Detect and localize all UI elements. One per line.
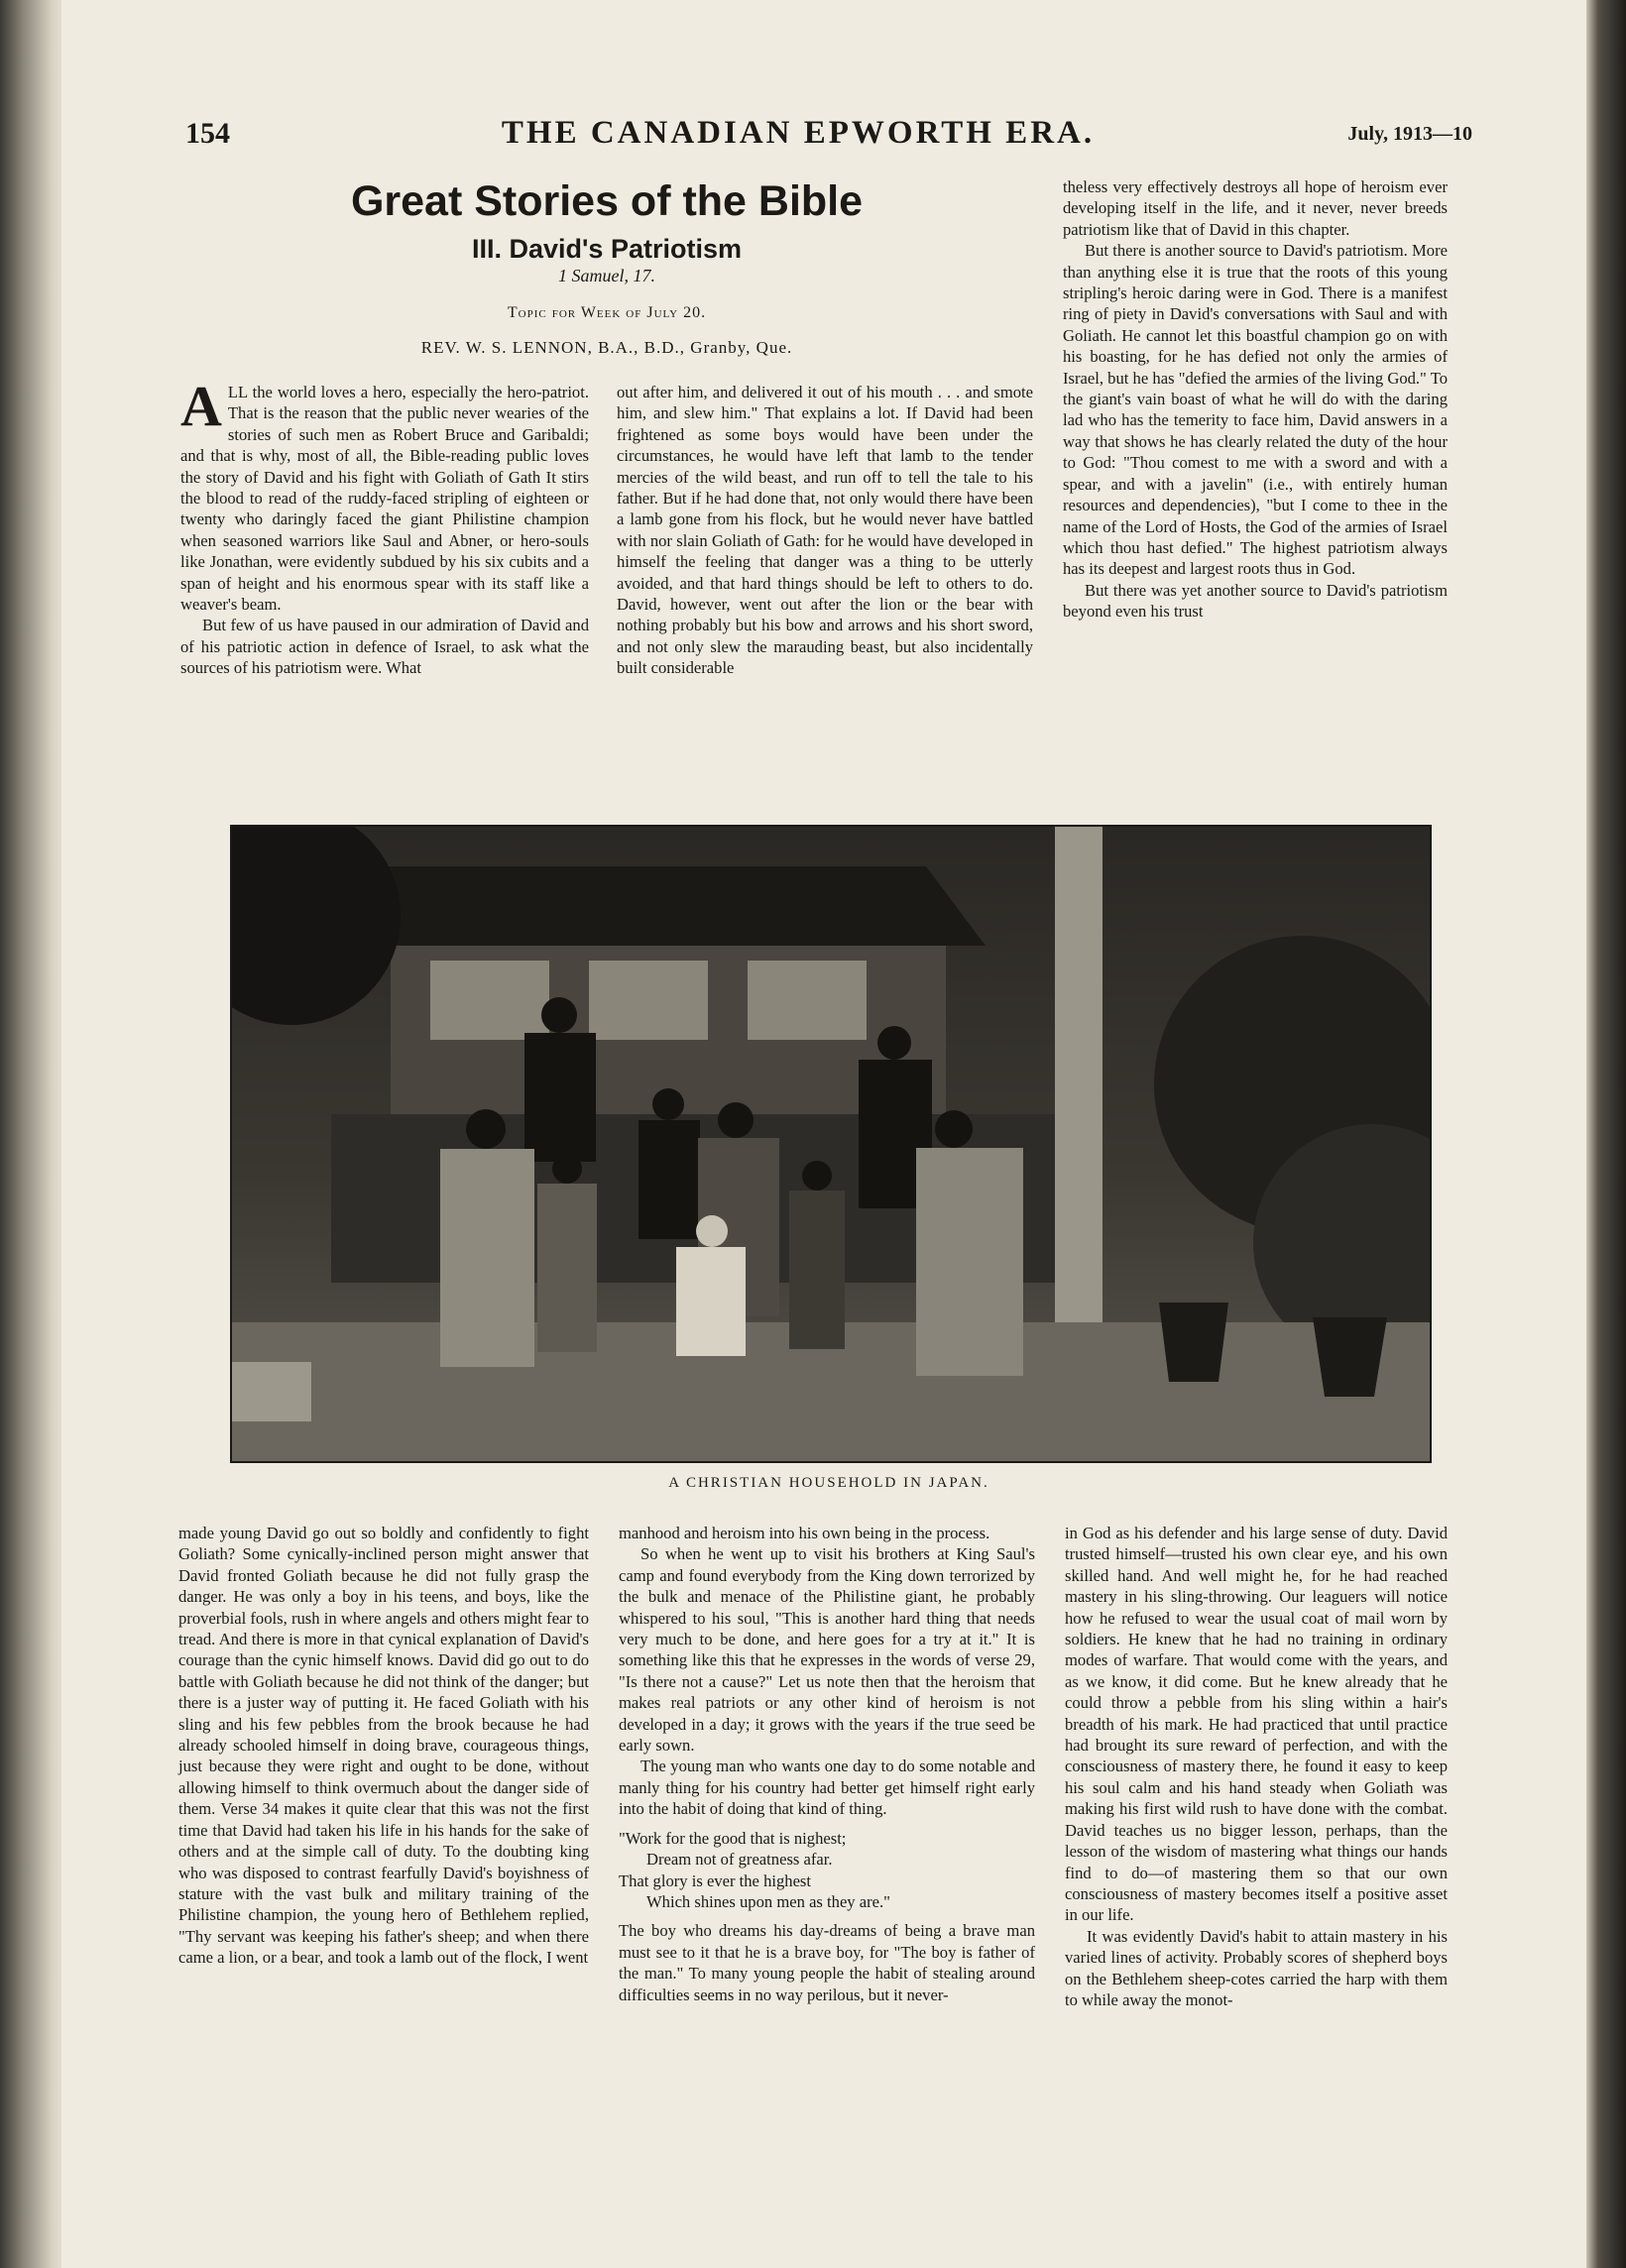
poem-line: That glory is ever the highest bbox=[619, 1871, 812, 1890]
next-page-edge bbox=[1586, 0, 1626, 2268]
paragraph: But there was yet another source to David's patriotism beyond even his trust bbox=[1063, 580, 1448, 622]
paragraph: made young David go out so boldly and confidently to fight Goliath? Some cynically-inclined person might answer that David fronted Goliath because he did not fully grasp the danger. He was only a boy in his teens, and boys, like the proverbial fools, rush in where angels and others might fear to tread. And there is more in that cynical explanation of David's courage than the cynic himself knows. David did go out to do battle with Goliath because he did not think of the danger; but there is a juster way of putting it. He faced Goliath with his sling and his few pebbles from the brook because he had already schooled himself in doing brave, courageous things, just because they were right and ought to be done, without allowing himself to think overmuch about the danger side of them. Verse 34 makes it quite clear that this was not the first time that David had taken his life in his hands for the sake of others and at the simple call of duty. To the doubting king who was disposed to contrast fearfully David's boyishness of stature with the vast bulk and military training of the Philistine champion, the young hero of Bethlehem replied, "Thy servant was keeping his father's sheep; and when there came a lion, or a bear, and took a lamb out of the flock, I went bbox=[178, 1524, 589, 1968]
poem-quote bbox=[619, 1828, 1035, 1913]
paragraph: theless very effectively destroys all hope of heroism ever developing itself in the life, and it never, never breeds patriotism like that of David in this chapter. bbox=[1063, 177, 1448, 239]
top-column-1 bbox=[180, 374, 589, 679]
photograph-illustration bbox=[232, 827, 1430, 1461]
issue-date: July, 1913—10 bbox=[1347, 123, 1472, 145]
paragraph: manhood and heroism into his own being in the process. bbox=[619, 1524, 990, 1542]
top-column-2 bbox=[617, 382, 1033, 679]
topic-line: Topic for Week of July 20. bbox=[507, 304, 707, 321]
family-photograph bbox=[230, 825, 1432, 1463]
book-spine-shadow bbox=[0, 0, 69, 2268]
bottom-column-1 bbox=[178, 1523, 589, 1969]
top-column-3 bbox=[1063, 176, 1448, 623]
paragraph: in God as his defender and his large sense of duty. David trusted himself—trusted his own clear eye, and his own skilled hand. And well might he, for he had reached mastery in his sling-throwing. Our leaguers will notice how he refused to wear the usual coat of mail worn by soldiers. He knew that he had no training in ordinary modes of warfare. That would come with the years, and as we know, it did come. But he knew already that he could throw a pebble from his sling within a hair's breadth of his mark. He had practiced that until practice had brought its sure reward of perfection, and with the consciousness of mastery there, he found it easy to keep his soul calm and his hand steady when Goliath was making his first wild rush to have done with the combat. David teaches us no bigger lesson, perhaps, than the lesson of the wisdom of mastering what things our hands find to do—of mastering them so that our own consciousness of mastery becomes itself a positive asset in our life. bbox=[1065, 1524, 1448, 1925]
bottom-column-3 bbox=[1065, 1523, 1448, 2010]
roof-shape bbox=[331, 866, 986, 946]
paragraph: So when he went up to visit his brothers at King Saul's camp and found everybody from the King down terrorized by the bulk and menace of the Philistine giant, he probably whispered to his soul, "This is another hard thing that needs very much to be done, and here goes for a try at it." It is something like this that he expresses in the words of verse 29, "Is there not a cause?" Let us note then that the heroism that makes real patriots or any other kind of heroism is not developed in a day; it grows with the years if the true seed be early sown. bbox=[619, 1544, 1035, 1756]
paragraph: ALL the world loves a hero, especially the hero-patriot. That is the reason that the public never wearies of the stories of such men as Robert Bruce and Garibaldi; and that is why, most of all, the Bible-reading public loves the story of David and his fight with Goliath of Gath It stirs the blood to read of the ruddy-faced stripling of eighteen or twenty who daringly faced the giant Philistine champion when seasoned warriors like Saul and Abner, or hero-souls like Jonathan, were evidently subdued by his six cubits and a span of height and his enormous spear with its staff like a weaver's beam. bbox=[180, 374, 589, 615]
photo-caption: A CHRISTIAN HOUSEHOLD IN JAPAN. bbox=[668, 1475, 989, 1491]
paragraph: But there is another source to David's patriotism. More than anything else it is true that the roots of this young stripling's heroic daring were in God. There is a manifest ring of piety in David's conversations with Saul and with Goliath. He cannot let this boastful champion go on with his boasting, for he has defied not only the armies of Israel, but he has "defied the armies of the living God." To the giant's vain boast of what he will do with the daring lad who has the temerity to face him, David answers in a way that shows he has clearly related the duty of the hour to God: "Thou comest to me with a sword and with a spear, and with a javelin" (i.e., with entirely human resources and dependencies), "but I come to thee in the name of the Lord of Hosts, the God of the armies of Israel which thou hast defied." The highest patriotism always has its deepest and largest roots thus in God. bbox=[1063, 241, 1448, 579]
running-header bbox=[124, 117, 1472, 157]
scripture-reference: 1 Samuel, 17. bbox=[558, 266, 655, 285]
article-subtitle: III. David's Patriotism bbox=[471, 234, 742, 264]
paragraph: out after him, and delivered it out of his mouth . . . and smote him, and slew him." That explains a lot. If David had been frightened as some boys would have been under the circumstances, he would have left that lamb to the tender mercies of the wild beast, and run off to tell the tale to his father. But if he had done that, not only would there have been a lamb gone from his flock, but he would never have battled with nor slain Goliath of Gath: for he would have developed in himself the feeling that danger was a thing to be utterly avoided, and that hard things should be left to others to do. David, however, went out after the lion or the bear with nothing probably but his bow and arrows and his short sword, and not only slew the marauding beast, but also incidentally built considerable bbox=[617, 383, 1033, 678]
paragraph: The boy who dreams his day-dreams of being a brave man must see to it that he is a brave boy, for "The boy is father of the man." To many young people the habit of stealing around difficulties seems in no way perilous, but it never- bbox=[619, 1921, 1035, 2004]
article-title: Great Stories of the Bible bbox=[350, 177, 864, 225]
paragraph: But few of us have paused in our admiration of David and of his patriotic action in defence of Israel, to ask what the sources of his patriotism were. What bbox=[180, 616, 589, 678]
poem-line: Dream not of greatness afar. bbox=[646, 1850, 833, 1870]
journal-title: THE CANADIAN EPWORTH ERA. bbox=[501, 115, 1096, 151]
drop-cap: A bbox=[180, 374, 222, 438]
poem-line: Which shines upon men as they are." bbox=[646, 1891, 890, 1911]
poem-line: "Work for the good that is nighest; bbox=[619, 1828, 847, 1848]
paragraph: The young man who wants one day to do some notable and manly thing for his country had better get himself right early into the habit of doing that kind of thing. bbox=[619, 1757, 1035, 1819]
page-number: 154 bbox=[185, 117, 230, 150]
paragraph: It was evidently David's habit to attain mastery in his varied lines of activity. Probably scores of shepherd boys on the Bethlehem sheep-cotes carried the harp with them to while away the monot- bbox=[1065, 1926, 1448, 2009]
bottom-column-2 bbox=[619, 1523, 1035, 2005]
article-heading bbox=[180, 176, 1033, 358]
byline: REV. W. S. LENNON, B.A., B.D., Granby, Que. bbox=[420, 338, 793, 357]
